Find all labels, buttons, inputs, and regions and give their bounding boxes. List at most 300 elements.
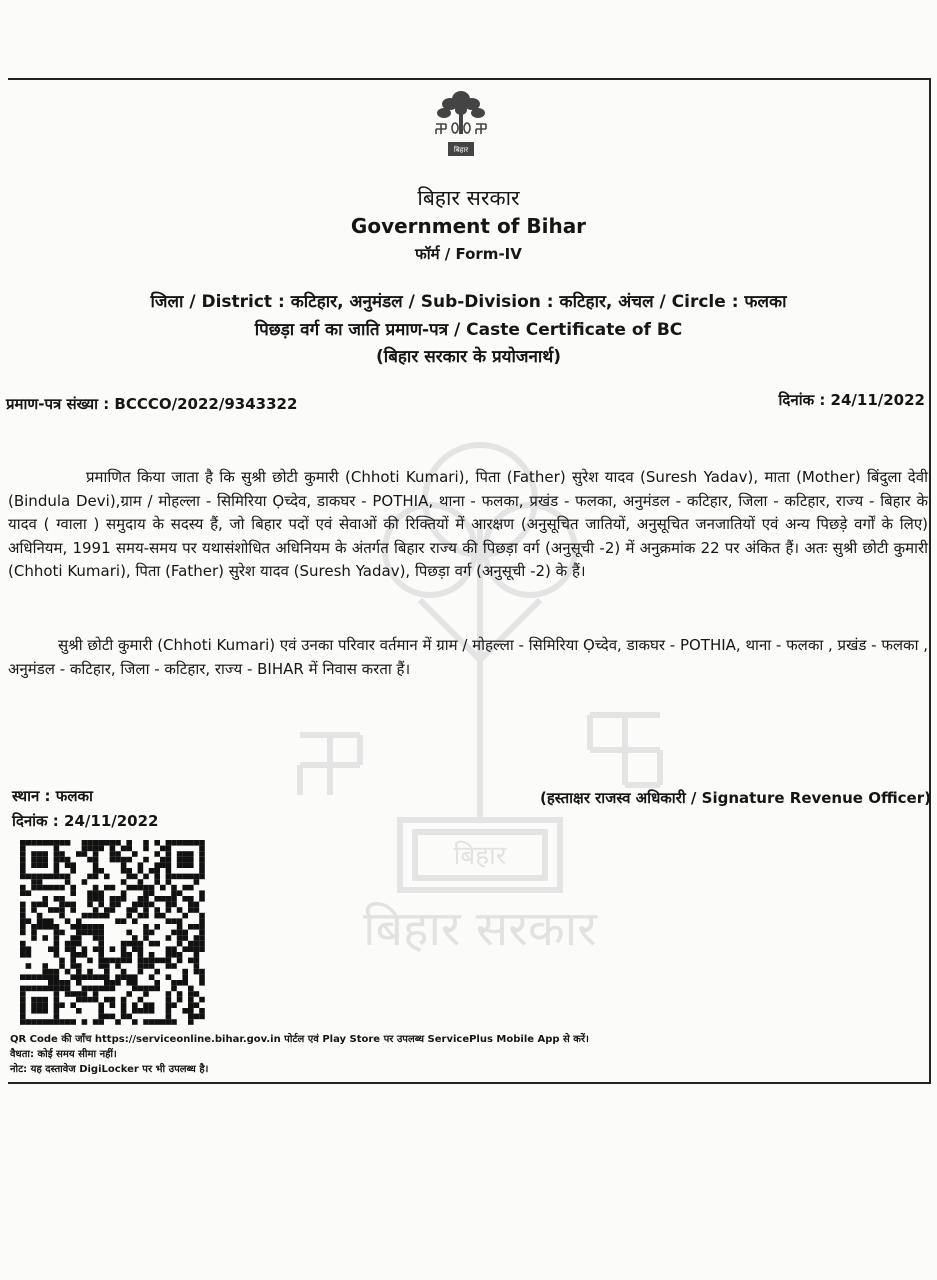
- qr-module: [31, 986, 37, 992]
- qr-module: [166, 902, 172, 908]
- qr-module: [48, 969, 54, 975]
- qr-module: [104, 840, 110, 846]
- qr-module: [59, 851, 65, 857]
- qr-module: [121, 862, 127, 868]
- qr-module: [194, 958, 200, 964]
- qr-module: [182, 857, 188, 863]
- qr-module: [31, 974, 37, 980]
- certificate-purpose: (बिहार सरकार के प्रयोजनार्थ): [376, 347, 561, 367]
- qr-module: [110, 907, 116, 913]
- qr-module: [177, 907, 183, 913]
- qr-module: [37, 918, 43, 924]
- qr-module: [149, 963, 155, 969]
- qr-module: [182, 935, 188, 941]
- qr-module: [110, 980, 116, 986]
- qr-module: [76, 974, 82, 980]
- qr-module: [76, 1008, 82, 1014]
- qr-module: [93, 935, 99, 941]
- qr-module: [93, 986, 99, 992]
- qr-module: [121, 969, 127, 975]
- qr-module: [126, 958, 132, 964]
- qr-module: [26, 874, 32, 880]
- qr-module: [166, 851, 172, 857]
- qr-module: [115, 896, 121, 902]
- qr-module: [54, 974, 60, 980]
- qr-module: [98, 924, 104, 930]
- qr-module: [42, 935, 48, 941]
- qr-module: [20, 890, 26, 896]
- qr-module: [59, 902, 65, 908]
- qr-module: [121, 958, 127, 964]
- qr-module: [20, 918, 26, 924]
- qr-module: [110, 986, 116, 992]
- qr-module: [199, 890, 205, 896]
- qr-module: [138, 902, 144, 908]
- qr-module: [138, 1008, 144, 1014]
- qr-module: [87, 896, 93, 902]
- qr-module: [199, 862, 205, 868]
- qr-module: [132, 1019, 138, 1025]
- qr-module: [42, 862, 48, 868]
- qr-module: [121, 946, 127, 952]
- qr-module: [26, 952, 32, 958]
- qr-module: [143, 1008, 149, 1014]
- qr-module: [87, 874, 93, 880]
- qr-module: [132, 974, 138, 980]
- qr-module: [138, 941, 144, 947]
- qr-module: [54, 930, 60, 936]
- qr-module: [171, 896, 177, 902]
- qr-module: [87, 986, 93, 992]
- qr-module: [138, 997, 144, 1003]
- qr-module: [132, 986, 138, 992]
- qr-module: [48, 874, 54, 880]
- qr-module: [132, 1008, 138, 1014]
- qr-module: [76, 851, 82, 857]
- qr-module: [182, 840, 188, 846]
- qr-module: [54, 969, 60, 975]
- qr-module: [20, 857, 26, 863]
- qr-module: [87, 958, 93, 964]
- qr-module: [98, 935, 104, 941]
- qr-module: [121, 1014, 127, 1020]
- qr-module: [138, 879, 144, 885]
- qr-module: [59, 963, 65, 969]
- qr-module: [126, 846, 132, 852]
- qr-module: [110, 1014, 116, 1020]
- qr-module: [199, 1014, 205, 1020]
- qr-module: [194, 924, 200, 930]
- qr-module: [98, 946, 104, 952]
- qr-module: [65, 902, 71, 908]
- qr-module: [70, 935, 76, 941]
- qr-module: [138, 958, 144, 964]
- qr-module: [65, 1019, 71, 1025]
- qr-module: [98, 896, 104, 902]
- qr-module: [138, 885, 144, 891]
- qr-module: [199, 935, 205, 941]
- qr-module: [171, 890, 177, 896]
- qr-module: [82, 840, 88, 846]
- qr-module: [143, 890, 149, 896]
- qr-module: [188, 902, 194, 908]
- qr-module: [42, 997, 48, 1003]
- qr-module: [93, 991, 99, 997]
- qr-module: [98, 1002, 104, 1008]
- qr-module: [199, 997, 205, 1003]
- qr-module: [121, 952, 127, 958]
- qr-module: [126, 885, 132, 891]
- qr-module: [166, 991, 172, 997]
- qr-module: [54, 907, 60, 913]
- qr-module: [115, 902, 121, 908]
- qr-module: [82, 1019, 88, 1025]
- qr-module: [121, 846, 127, 852]
- qr-module: [121, 890, 127, 896]
- qr-module: [188, 851, 194, 857]
- qr-module: [121, 896, 127, 902]
- qr-module: [54, 997, 60, 1003]
- qr-module: [37, 913, 43, 919]
- qr-module: [37, 986, 43, 992]
- qr-module: [126, 930, 132, 936]
- qr-module: [54, 862, 60, 868]
- qr-module: [48, 907, 54, 913]
- qr-module: [177, 941, 183, 947]
- qr-module: [37, 840, 43, 846]
- qr-module: [93, 997, 99, 1003]
- qr-module: [166, 958, 172, 964]
- qr-module: [20, 946, 26, 952]
- qr-module: [138, 963, 144, 969]
- qr-module: [182, 851, 188, 857]
- qr-module: [110, 997, 116, 1003]
- qr-module: [70, 1002, 76, 1008]
- qr-module: [199, 913, 205, 919]
- qr-module: [110, 857, 116, 863]
- qr-module: [104, 980, 110, 986]
- qr-module: [20, 1008, 26, 1014]
- qr-module: [166, 846, 172, 852]
- qr-module: [132, 935, 138, 941]
- qr-module: [42, 1002, 48, 1008]
- qr-module: [59, 1002, 65, 1008]
- qr-module: [54, 941, 60, 947]
- qr-module: [166, 874, 172, 880]
- qr-module: [70, 885, 76, 891]
- qr-module: [177, 890, 183, 896]
- qr-module: [138, 969, 144, 975]
- qr-module: [194, 902, 200, 908]
- qr-module: [48, 974, 54, 980]
- qr-module: [166, 952, 172, 958]
- qr-module: [160, 1019, 166, 1025]
- qr-module: [171, 874, 177, 880]
- qr-module: [59, 930, 65, 936]
- qr-module: [126, 874, 132, 880]
- qr-module: [54, 885, 60, 891]
- qr-module: [82, 946, 88, 952]
- qr-module: [121, 997, 127, 1003]
- header-title-hindi: बिहार सरकार: [417, 186, 520, 210]
- qr-module: [199, 980, 205, 986]
- qr-module: [188, 991, 194, 997]
- qr-module: [171, 952, 177, 958]
- qr-module: [154, 840, 160, 846]
- qr-module: [42, 986, 48, 992]
- qr-module: [59, 913, 65, 919]
- qr-module: [37, 862, 43, 868]
- issue-place: स्थान : फलका: [12, 787, 93, 805]
- qr-module: [194, 840, 200, 846]
- qr-module: [98, 1008, 104, 1014]
- qr-module: [166, 997, 172, 1003]
- qr-module: [138, 952, 144, 958]
- qr-module: [65, 857, 71, 863]
- form-number: फॉर्म / Form-IV: [415, 245, 522, 263]
- qr-module: [166, 946, 172, 952]
- qr-module: [166, 974, 172, 980]
- qr-module: [70, 974, 76, 980]
- qr-module: [115, 851, 121, 857]
- qr-module: [199, 918, 205, 924]
- qr-module: [199, 946, 205, 952]
- qr-module: [143, 907, 149, 913]
- qr-module: [20, 991, 26, 997]
- qr-module: [59, 907, 65, 913]
- qr-module: [160, 857, 166, 863]
- qr-module: [110, 846, 116, 852]
- qr-module: [59, 986, 65, 992]
- qr-module: [154, 862, 160, 868]
- qr-module: [37, 879, 43, 885]
- qr-module: [98, 868, 104, 874]
- qr-module: [143, 857, 149, 863]
- qr-module: [70, 1019, 76, 1025]
- qr-module: [93, 896, 99, 902]
- qr-module: [37, 1002, 43, 1008]
- qr-module: [149, 868, 155, 874]
- qr-module: [82, 986, 88, 992]
- qr-module: [48, 840, 54, 846]
- qr-module: [31, 874, 37, 880]
- qr-module: [104, 907, 110, 913]
- emblem-label: बिहार: [453, 146, 469, 154]
- qr-module: [70, 890, 76, 896]
- qr-module: [194, 941, 200, 947]
- qr-module: [177, 857, 183, 863]
- note-qr-verification: QR Code की जाँच https://serviceonline.bihar.gov.in पोर्टल एवं Play Store पर उपलब्ध ServicePlus Mobile App से करें।: [10, 1034, 589, 1045]
- qr-module: [126, 868, 132, 874]
- qr-module: [194, 935, 200, 941]
- qr-module: [199, 974, 205, 980]
- qr-module: [115, 958, 121, 964]
- qr-module: [54, 851, 60, 857]
- qr-module: [171, 840, 177, 846]
- qr-module: [171, 918, 177, 924]
- qr-module: [76, 941, 82, 947]
- qr-module: [188, 941, 194, 947]
- qr-module: [54, 874, 60, 880]
- qr-module: [37, 857, 43, 863]
- qr-module: [87, 969, 93, 975]
- qr-module: [26, 963, 32, 969]
- qr-module: [98, 913, 104, 919]
- qr-module: [182, 974, 188, 980]
- qr-module: [126, 974, 132, 980]
- qr-module: [138, 862, 144, 868]
- qr-module: [110, 885, 116, 891]
- qr-module: [26, 1019, 32, 1025]
- qr-module: [149, 890, 155, 896]
- qr-module: [188, 857, 194, 863]
- qr-module: [93, 1019, 99, 1025]
- qr-module: [121, 918, 127, 924]
- qr-module: [166, 896, 172, 902]
- qr-module: [171, 1002, 177, 1008]
- qr-module: [160, 885, 166, 891]
- qr-module: [149, 1019, 155, 1025]
- qr-module: [26, 890, 32, 896]
- qr-module: [76, 924, 82, 930]
- qr-module: [98, 963, 104, 969]
- qr-module: [199, 969, 205, 975]
- qr-module: [54, 896, 60, 902]
- qr-module: [48, 918, 54, 924]
- qr-module: [182, 885, 188, 891]
- qr-module: [149, 958, 155, 964]
- qr-module: [132, 907, 138, 913]
- qr-module: [37, 874, 43, 880]
- qr-module: [48, 924, 54, 930]
- qr-module: [188, 1014, 194, 1020]
- qr-module: [20, 974, 26, 980]
- qr-module: [104, 874, 110, 880]
- qr-module: [132, 1002, 138, 1008]
- qr-module: [143, 902, 149, 908]
- qr-module: [171, 963, 177, 969]
- qr-module: [121, 857, 127, 863]
- qr-module: [42, 974, 48, 980]
- qr-module: [59, 857, 65, 863]
- qr-module: [104, 974, 110, 980]
- qr-module: [65, 980, 71, 986]
- qr-module: [82, 924, 88, 930]
- qr-module: [188, 1019, 194, 1025]
- qr-module: [177, 840, 183, 846]
- qr-module: [59, 980, 65, 986]
- qr-module: [126, 907, 132, 913]
- qr-module: [121, 941, 127, 947]
- qr-module: [149, 1002, 155, 1008]
- certificate-body-paragraph-2: सुश्री छोटी कुमारी (Chhoti Kumari) एवं उनका परिवार वर्तमान में ग्राम / मोहल्ला - सिमिरिया Ọच्देव, डाकघर - POTHIA, थाना - फलका , प्रखंड - फलका , अनुमंडल - कटिहार, जिला - कटिहार, राज्य - BIHAR में निवास करता हैं।: [8, 636, 929, 678]
- qr-module: [171, 986, 177, 992]
- qr-module: [104, 969, 110, 975]
- qr-module: [154, 980, 160, 986]
- qr-module: [132, 941, 138, 947]
- qr-module: [42, 851, 48, 857]
- qr-module: [166, 868, 172, 874]
- qr-module: [188, 946, 194, 952]
- qr-module: [70, 952, 76, 958]
- qr-module: [37, 1008, 43, 1014]
- qr-module: [59, 840, 65, 846]
- qr-module: [188, 1008, 194, 1014]
- qr-module: [42, 924, 48, 930]
- qr-module: [48, 986, 54, 992]
- verification-qr-code[interactable]: [20, 840, 210, 1026]
- qr-module: [115, 980, 121, 986]
- qr-module: [31, 997, 37, 1003]
- qr-module: [37, 924, 43, 930]
- qr-module: [65, 840, 71, 846]
- certificate-body-paragraph-1: प्रमाणित किया जाता है कि सुश्री छोटी कुमारी (Chhoti Kumari), पिता (Father) सुरेश यादव (Suresh Yadav), माता (Mother) बिंदुला देवी (Bindula Devi),ग्राम / मोहल्ला - सिमिरिया Ọच्देव, डाकघर - POTHIA, थाना - फलका, प्रखंड - फलका, अनुमंडल - कटिहार, जिला - कटिहार, राज्य - बिहार के यादव ( ग्वाला ) समुदाय के सदस्य हैं, जो बिहार पदों एवं सेवाओं की रिक्तियों में आरक्षण (अनुसूचित जातियों, अनुसूचित जनजातियों एवं अन्य पिछड़े वर्गों के लिए) अधिनियम, 1991 समय-समय पर यथासंशोधित अधिनियम के अंतर्गत बिहार राज्य की पिछड़ा वर्ग (अनुसूची -2) में अनुक्रमांक 22 पर अंकित हैं। अतः सुश्री छोटी कुमारी (Chhoti Kumari), पिता (Father) सुरेश यादव (Suresh Yadav), पिछड़ा वर्ग (अनुसूची -2) के हैं।: [8, 468, 928, 580]
- qr-module: [194, 969, 200, 975]
- qr-module: [82, 851, 88, 857]
- qr-module: [199, 840, 205, 846]
- qr-module: [54, 846, 60, 852]
- qr-module: [143, 1002, 149, 1008]
- qr-module: [54, 986, 60, 992]
- qr-module: [110, 1002, 116, 1008]
- qr-module: [98, 902, 104, 908]
- qr-module: [20, 930, 26, 936]
- qr-module: [70, 946, 76, 952]
- qr-module: [154, 986, 160, 992]
- qr-module: [93, 840, 99, 846]
- qr-module: [143, 874, 149, 880]
- qr-module: [54, 991, 60, 997]
- qr-module: [149, 974, 155, 980]
- qr-module: [166, 1008, 172, 1014]
- qr-module: [87, 974, 93, 980]
- qr-module: [93, 851, 99, 857]
- qr-module: [37, 885, 43, 891]
- qr-module: [104, 958, 110, 964]
- qr-module: [98, 930, 104, 936]
- qr-module: [126, 952, 132, 958]
- qr-module: [126, 1014, 132, 1020]
- qr-module: [76, 980, 82, 986]
- qr-module: [93, 890, 99, 896]
- qr-module: [31, 851, 37, 857]
- qr-module: [31, 879, 37, 885]
- qr-module: [93, 874, 99, 880]
- qr-module: [194, 946, 200, 952]
- qr-module: [98, 890, 104, 896]
- qr-module: [143, 930, 149, 936]
- qr-module: [20, 1002, 26, 1008]
- qr-module: [82, 952, 88, 958]
- qr-module: [115, 918, 121, 924]
- qr-module: [87, 857, 93, 863]
- bihar-emblem-icon: [432, 86, 490, 158]
- issue-date: दिनांक : 24/11/2022: [12, 812, 159, 830]
- qr-module: [98, 986, 104, 992]
- qr-module: [59, 874, 65, 880]
- qr-module: [87, 997, 93, 1003]
- qr-module: [166, 862, 172, 868]
- qr-module: [65, 941, 71, 947]
- qr-module: [138, 986, 144, 992]
- qr-module: [143, 986, 149, 992]
- qr-module: [87, 924, 93, 930]
- qr-module: [182, 913, 188, 919]
- qr-module: [115, 857, 121, 863]
- qr-module: [188, 997, 194, 1003]
- qr-module: [199, 930, 205, 936]
- qr-module: [115, 963, 121, 969]
